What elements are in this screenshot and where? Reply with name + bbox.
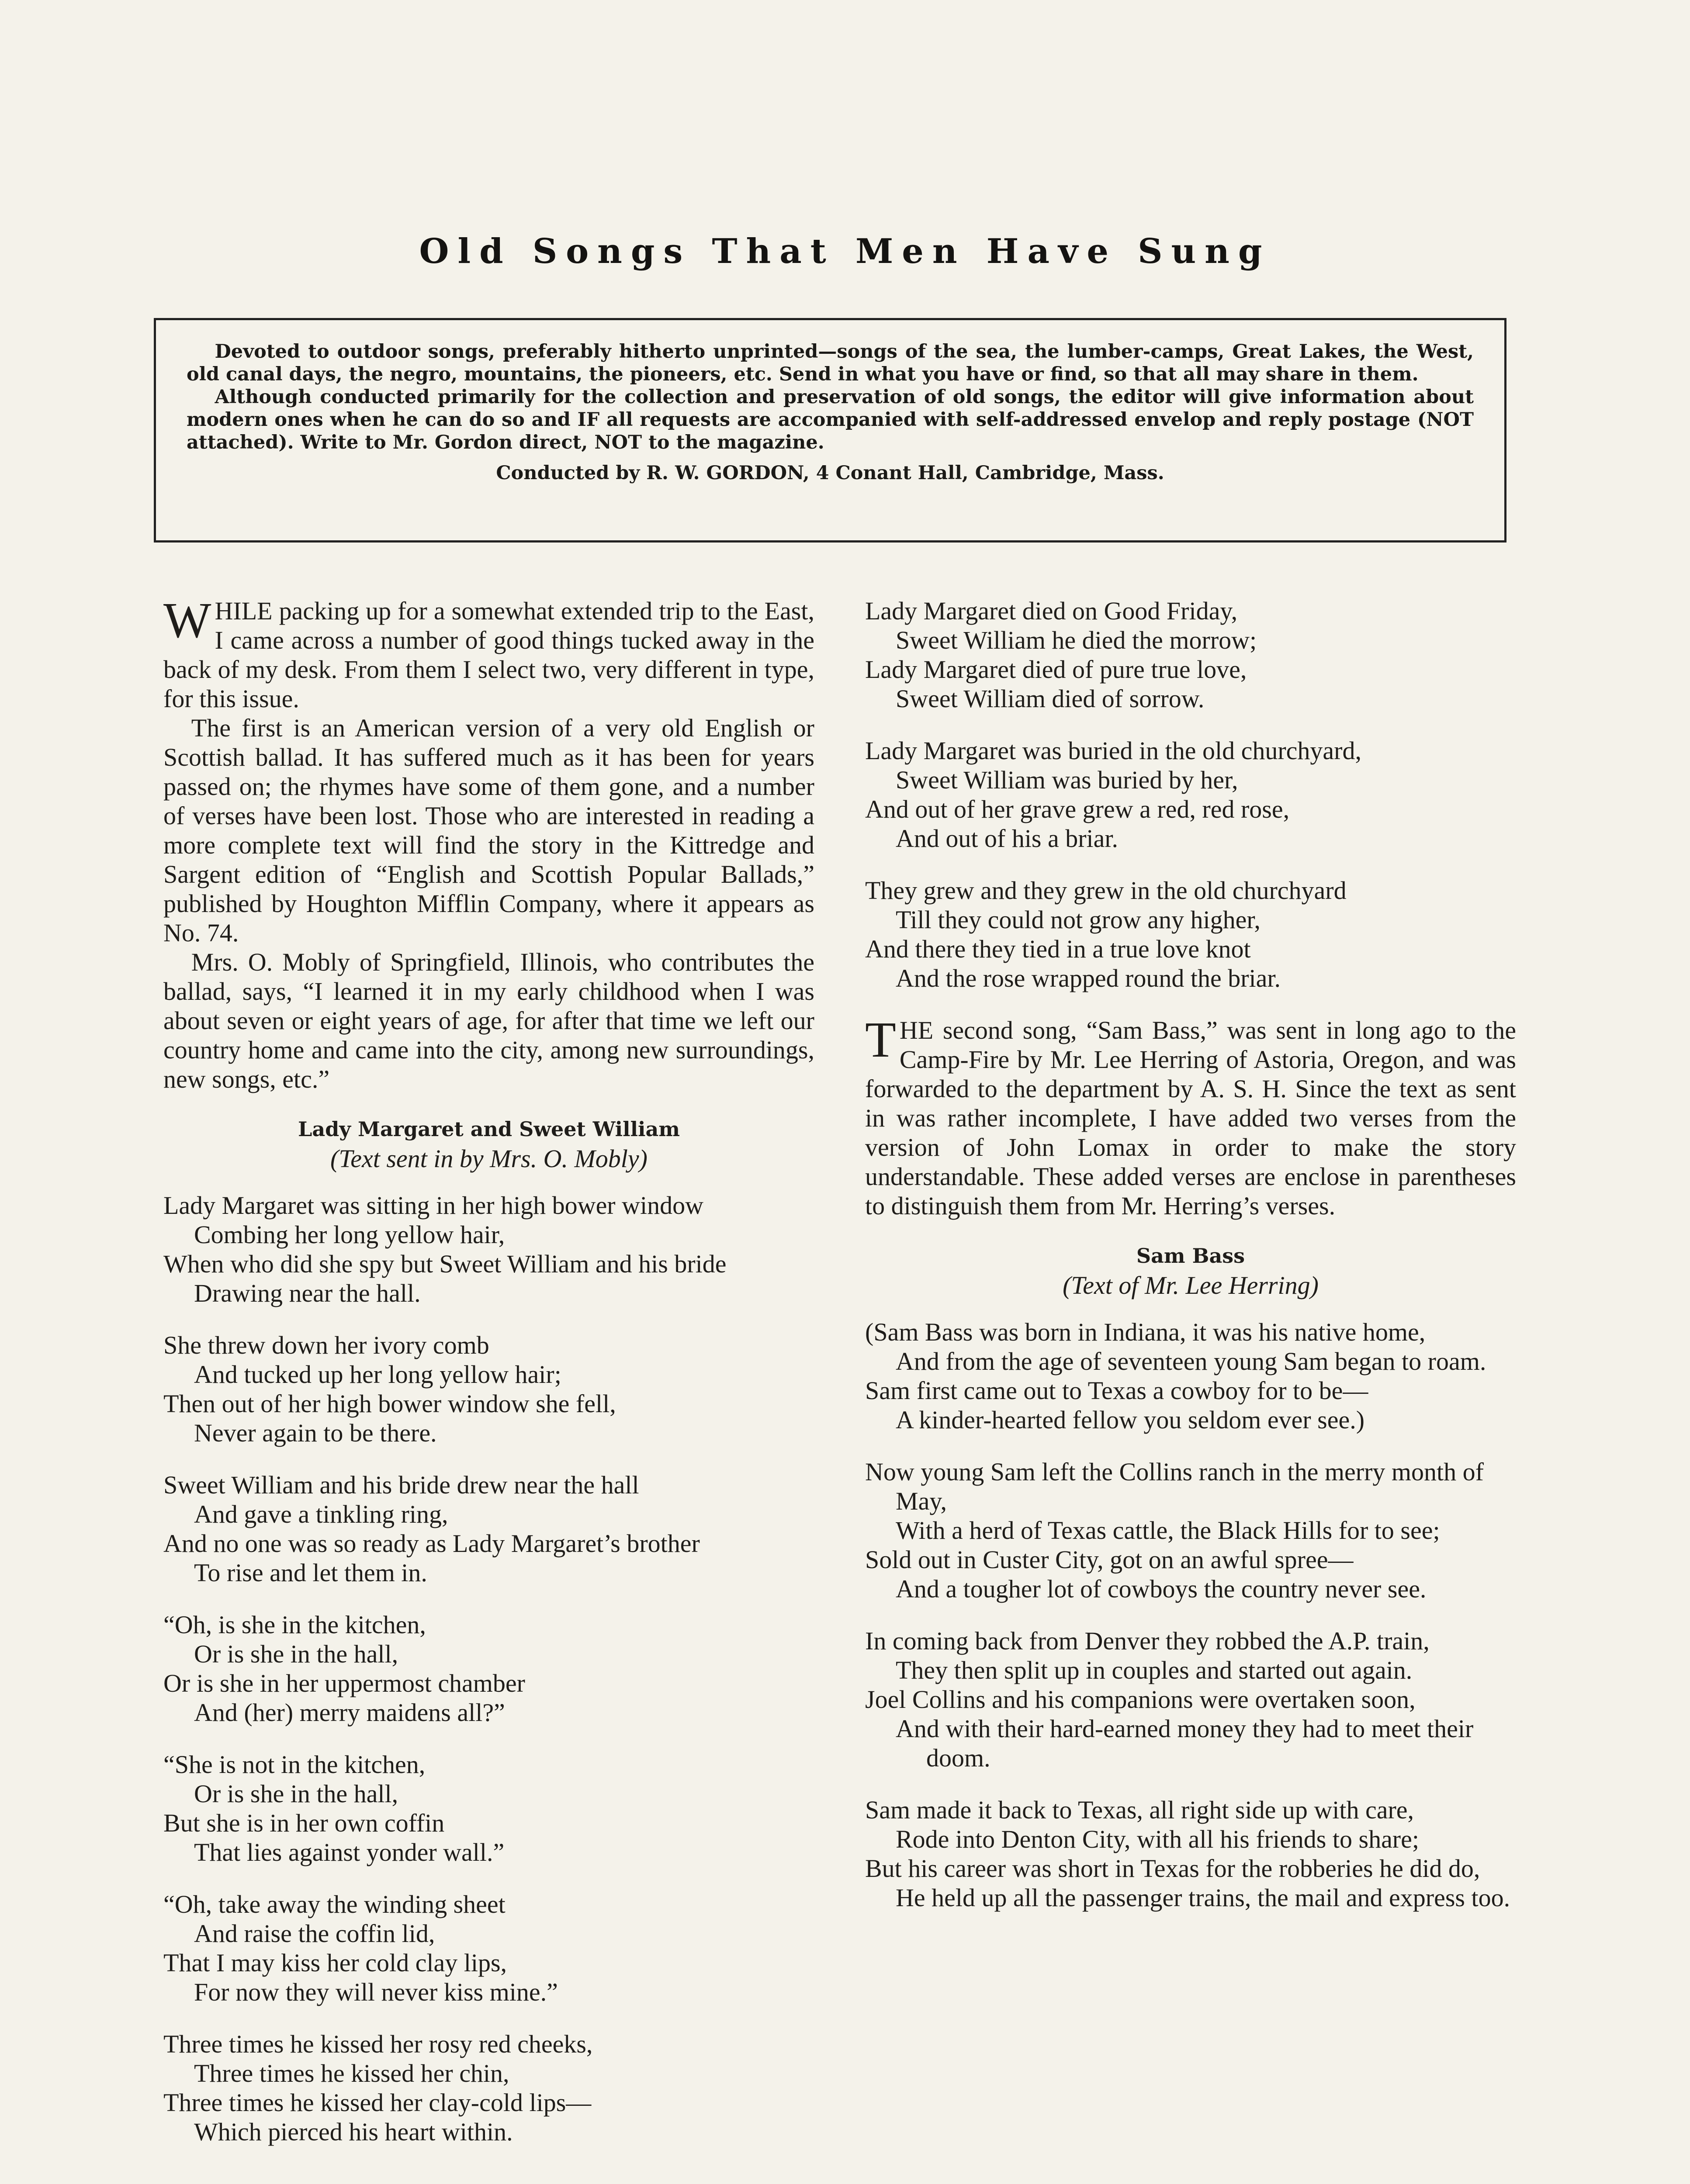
lyric-line: In coming back from Denver they robbed the A.P. train, bbox=[865, 1627, 1430, 1655]
lyric-line: “She is not in the kitchen, bbox=[163, 1750, 426, 1779]
lyric-line: And out of his a briar. bbox=[896, 824, 1119, 853]
lyric-line: She threw down her ivory comb bbox=[163, 1331, 489, 1359]
lyric-line: “Oh, is she in the kitchen, bbox=[163, 1610, 426, 1639]
lyric-line: But she is in her own coffin bbox=[163, 1809, 445, 1837]
song-source-sam-bass: (Text of Mr. Lee Herring) bbox=[1063, 1271, 1319, 1299]
notice-paragraph-1: Devoted to outdoor songs, preferably hitherto unprinted—songs of the sea, the lumber-camps, Great Lakes, the West, old canal days, the negro, mountains, the pioneers, etc. Send in what you have or find, so that all may share in them. bbox=[187, 341, 1474, 385]
stanza bbox=[865, 1317, 1516, 1434]
lyric-line: And with their hard-earned money they had to meet their doom. bbox=[896, 1714, 1474, 1772]
lyric-line: And from the age of seventeen young Sam began to roam. bbox=[896, 1347, 1486, 1375]
lyric-line: Till they could not grow any higher, bbox=[896, 905, 1261, 934]
lyric-line: That I may kiss her cold clay lips, bbox=[163, 1949, 507, 1977]
lyric-line: They then split up in couples and started out again. bbox=[896, 1656, 1413, 1684]
lyric-line: Lady Margaret was sitting in her high bower window bbox=[163, 1191, 704, 1220]
lyric-line: Rode into Denton City, with all his friends to share; bbox=[896, 1825, 1419, 1853]
lyric-line: Then out of her high bower window she fell, bbox=[163, 1389, 616, 1418]
sam-bass-intro: THE second song, “Sam Bass,” was sent in long ago to the Camp-Fire by Mr. Lee Herring of Astoria, Oregon, and was forwarded to the department by A. S. H. Since the text as sent in was rather incomplete, I have added two verses from the version of John Lomax in order to make the story understandable. These added verses are enclose in parentheses to distinguish them from Mr. Herring’s verses. bbox=[865, 1012, 1516, 1220]
lady-margaret-lyrics bbox=[163, 1191, 814, 2146]
stanza bbox=[865, 596, 1516, 713]
lyric-line: Joel Collins and his companions were overtaken soon, bbox=[865, 1685, 1416, 1714]
lyric-line: Which pierced his heart within. bbox=[194, 2118, 513, 2146]
lyric-line: But his career was short in Texas for the robberies he did do, bbox=[865, 1854, 1480, 1883]
lyric-line: To rise and let them in. bbox=[194, 1559, 427, 1587]
song-title-lady-margaret: Lady Margaret and Sweet William bbox=[298, 1117, 680, 1141]
intro-paragraph-1: WHILE packing up for a somewhat extended trip to the East, I came across a number of good things tucked away in the back of my desk. From them I select two, very different in type, for this issue. bbox=[163, 593, 814, 713]
lyric-line: Sweet William was buried by her, bbox=[896, 766, 1238, 794]
lyric-line: And the rose wrapped round the briar. bbox=[896, 964, 1281, 992]
lyric-line: A kinder-hearted fellow you seldom ever see.) bbox=[896, 1406, 1365, 1434]
stanza bbox=[163, 1610, 814, 1727]
lyric-line: (Sam Bass was born in Indiana, it was his native home, bbox=[865, 1318, 1426, 1346]
stanza bbox=[865, 736, 1516, 853]
stanza bbox=[865, 1626, 1516, 1773]
lyric-line: Combing her long yellow hair, bbox=[194, 1220, 505, 1249]
lyric-line: Or is she in the hall, bbox=[194, 1640, 398, 1668]
lyric-line: Or is she in the hall, bbox=[194, 1780, 398, 1808]
lyric-line: And tucked up her long yellow hair; bbox=[194, 1360, 561, 1389]
lyric-line: “Oh, take away the winding sheet bbox=[163, 1890, 506, 1918]
conducted-by-line: Conducted by R. W. GORDON, 4 Conant Hall, Cambridge, Mass. bbox=[496, 462, 1164, 484]
intro-paragraph-2: The first is an American version of a very old English or Scottish ballad. It has suffered much as it has been for years passed on; the rhymes have some of them gone, and a number of verses have been lost. Those who are interested in reading a more complete text will find the story in the Kittredge and Sargent edition of “English and Scottish Popular Ballads,” published by Houghton Mifflin Company, where it appears as No. 74. bbox=[163, 714, 814, 947]
stanza bbox=[865, 1457, 1516, 1603]
lyric-line: Lady Margaret was buried in the old churchyard, bbox=[865, 736, 1361, 765]
lyric-line: And a tougher lot of cowboys the country never see. bbox=[896, 1575, 1427, 1603]
lyric-line: Sweet William he died the morrow; bbox=[896, 626, 1257, 654]
lyric-line: They grew and they grew in the old churchyard bbox=[865, 876, 1347, 905]
intro-paragraph-3: Mrs. O. Mobly of Springfield, Illinois, who contributes the ballad, says, “I learned it in my early childhood when I was about seven or eight years of age, for after that time we left our country home and came into the city, among new surroundings, new songs, etc.” bbox=[163, 948, 814, 1093]
lyric-line: And out of her grave grew a red, red rose, bbox=[865, 795, 1290, 823]
lyric-line: With a herd of Texas cattle, the Black Hills for to see; bbox=[896, 1516, 1440, 1545]
lyric-line: Sam made it back to Texas, all right side up with care, bbox=[865, 1796, 1414, 1824]
lyric-line: Sold out in Custer City, got on an awful spree— bbox=[865, 1545, 1354, 1574]
lyric-line: And there they tied in a true love knot bbox=[865, 935, 1251, 963]
lyric-line: Three times he kissed her clay-cold lips— bbox=[163, 2088, 592, 2117]
stanza bbox=[163, 1470, 814, 1587]
stanza bbox=[163, 1890, 814, 2007]
notice-paragraph-2: Although conducted primarily for the collection and preservation of old songs, the editor will give information about modern ones when he can do so and IF all requests are accompanied with self-addressed envelop and reply postage (NOT attached). Write to Mr. Gordon direct, NOT to the magazine. bbox=[187, 386, 1474, 453]
lyric-line: And (her) merry maidens all?” bbox=[194, 1698, 505, 1727]
stanza bbox=[163, 1750, 814, 1867]
lyric-line: He held up all the passenger trains, the mail and express too. bbox=[896, 1883, 1510, 1912]
lyric-line: Never again to be there. bbox=[194, 1419, 437, 1447]
lyric-line: For now they will never kiss mine.” bbox=[194, 1978, 558, 2006]
lyric-line: Drawing near the hall. bbox=[194, 1279, 421, 1307]
stanza bbox=[163, 2029, 814, 2146]
stanza bbox=[163, 1191, 814, 1308]
lyric-line: And no one was so ready as Lady Margaret’s brother bbox=[163, 1529, 700, 1558]
sam-bass-lyrics bbox=[865, 1317, 1516, 1912]
lyric-line: That lies against yonder wall.” bbox=[194, 1838, 505, 1866]
lady-margaret-lyrics-continued bbox=[865, 596, 1516, 993]
lyric-line: Three times he kissed her chin, bbox=[194, 2059, 509, 2087]
lyric-line: Three times he kissed her rosy red cheeks, bbox=[163, 2030, 593, 2058]
song-source-lady-margaret: (Text sent in by Mrs. O. Mobly) bbox=[330, 1144, 648, 1173]
song-title-sam-bass: Sam Bass bbox=[1136, 1244, 1245, 1268]
lyric-line: When who did she spy but Sweet William and his bride bbox=[163, 1250, 727, 1278]
lyric-line: Sweet William and his bride drew near the hall bbox=[163, 1471, 639, 1499]
page-title: Old Songs That Men Have Sung bbox=[419, 232, 1271, 271]
lyric-line: Sam first came out to Texas a cowboy for to be— bbox=[865, 1376, 1368, 1405]
lyric-line: And raise the coffin lid, bbox=[194, 1919, 435, 1948]
lyric-line: Lady Margaret died of pure true love, bbox=[865, 655, 1247, 684]
lyric-line: Or is she in her uppermost chamber bbox=[163, 1669, 525, 1697]
right-column bbox=[865, 596, 1516, 1935]
department-notice-box bbox=[154, 318, 1506, 543]
stanza bbox=[865, 1795, 1516, 1912]
lyric-line: And gave a tinkling ring, bbox=[194, 1500, 448, 1528]
stanza bbox=[163, 1330, 814, 1448]
lyric-line: Sweet William died of sorrow. bbox=[896, 684, 1205, 713]
left-column bbox=[163, 593, 814, 2169]
lyric-line: Now young Sam left the Collins ranch in the merry month of May, bbox=[865, 1458, 1484, 1515]
stanza bbox=[865, 876, 1516, 993]
lyric-line: Lady Margaret died on Good Friday, bbox=[865, 597, 1238, 625]
